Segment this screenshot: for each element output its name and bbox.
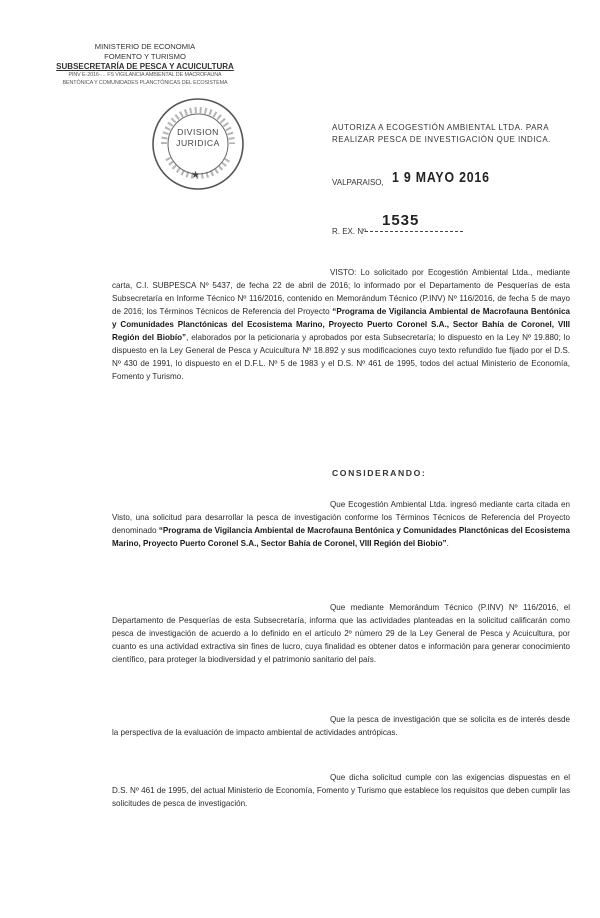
visto-paragraph bbox=[112, 266, 570, 383]
header-small-line-2: BENTÓNICA Y COMUNIDADES PLANCTÓNICAS DEL ECOSISTEMA bbox=[62, 79, 228, 86]
considerando-paragraph-1 bbox=[112, 498, 570, 550]
rex-number: 1535 bbox=[382, 212, 420, 229]
resolution-subject: AUTORIZA A ECOGESTIÓN AMBIENTAL LTDA. PARA REALIZAR PESCA DE INVESTIGACIÓN QUE INDICA. bbox=[332, 123, 551, 144]
place-label: VALPARAISO, bbox=[332, 178, 384, 187]
p3-text: Que la pesca de investigación que se solicita es de interés desde la perspectiva de la evaluación de impacto ambiental de actividades antrópicas. bbox=[112, 715, 570, 737]
considerando-paragraph-2 bbox=[112, 601, 570, 666]
seal-line-1: DIVISION bbox=[177, 127, 219, 137]
visto-lead: VISTO: bbox=[330, 268, 357, 277]
division-juridica-seal bbox=[150, 96, 246, 192]
visto-project-title: “Programa de Vigilancia Ambiental de Macrofauna Bentónica y Comunidades Planctónicas del Ecosistema Marino, Proyecto Puerto Coronel S.A., Sector Bahía de Coronel, VIII Región del Biobío” bbox=[112, 307, 570, 342]
ministry-header bbox=[40, 42, 250, 87]
rex-label: R. EX. Nº bbox=[332, 227, 367, 236]
rex-underline bbox=[365, 231, 463, 232]
header-small-line-1: PINV E-2016-… FS VIGILANCIA AMBIENTAL DE MACROFAUNA bbox=[68, 72, 222, 78]
p1-text-2: . bbox=[446, 539, 449, 548]
considerando-paragraph-3 bbox=[112, 713, 570, 739]
considerando-paragraph-4 bbox=[112, 771, 570, 810]
visto-text-1: Lo solicitado por Ecogestión Ambiental Ltda., mediante carta, C.I. SUBPESCA Nº 5437, de fecha 22 de abril de 2016; lo informado por el Departamento de Pesquerías de esta Subsecretaría en Informe Técnico Nº 116/2016, contenido en Memorándum Técnico (P.INV) Nº 116/2016, de fecha 5 de mayo de 2016; los Términos Técnicos de Referencia del Proyecto bbox=[112, 268, 570, 316]
ministry-line-2: FOMENTO Y TURISMO bbox=[104, 52, 186, 61]
date-stamp: 1 9 MAYO 2016 bbox=[392, 169, 490, 186]
ministry-line-1: MINISTERIO DE ECONOMIA bbox=[94, 42, 196, 51]
star-icon: ★ bbox=[191, 170, 200, 181]
considerando-heading: CONSIDERANDO: bbox=[332, 468, 427, 478]
p1-project-title: “Programa de Vigilancia Ambiental de Macrofauna Bentónica y Comunidades Planctónicas del Ecosistema Marino, Proyecto Puerto Coronel S.A., Sector Bahía de Coronel, VIII Región del Biobío” bbox=[112, 526, 570, 548]
seal-text bbox=[150, 127, 246, 149]
p4-text: Que dicha solicitud cumple con las exigencias dispuestas en el D.S. Nº 461 de 1995, del actual Ministerio de Economía, Fomento y Turismo que establece los requisitos que deben cumplir las solicitudes de pesca de investigación. bbox=[112, 773, 570, 808]
p2-text: Que mediante Memorándum Técnico (P.INV) Nº 116/2016, el Departamento de Pesquerías de esta Subsecretaría, informa que las actividades planteadas en la solicitud calificarán como pesca de investigación de acuerdo a lo definido en el artículo 2º número 29 de la Ley General de Pesca y Acuicultura, por cuanto es una actividad extractiva sin fines de lucro, cuya finalidad es obtener datos e información para generar conocimiento científico, para proteger la biodiversidad y el patrimonio sanitario del país. bbox=[112, 603, 570, 664]
visto-text-2: , elaborados por la peticionaria y aprobados por esta Subsecretaría; lo dispuesto en la Ley Nº 19.880; lo dispuesto en la Ley General de Pesca y Acuicultura Nº 18.892 y sus modificaciones cuyo texto refundido fue fijado por el D.S. Nº 430 de 1991, lo dispuesto en el D.F.L. Nº 5 de 1983 y el D.S. Nº 461 de 1995, todos del actual Ministerio de Economía, Fomento y Turismo. bbox=[112, 333, 570, 381]
seal-line-2: JURIDICA bbox=[176, 138, 220, 148]
p1-text-1: Que Ecogestión Ambiental Ltda. ingresó mediante carta citada en Visto, una solicitud para desarrollar la pesca de investigación conforme los Términos Técnicos de Referencia del Proyecto denominado bbox=[112, 500, 570, 535]
subsecretaria-title: SUBSECRETARÍA DE PESCA Y ACUICULTURA bbox=[56, 62, 234, 71]
